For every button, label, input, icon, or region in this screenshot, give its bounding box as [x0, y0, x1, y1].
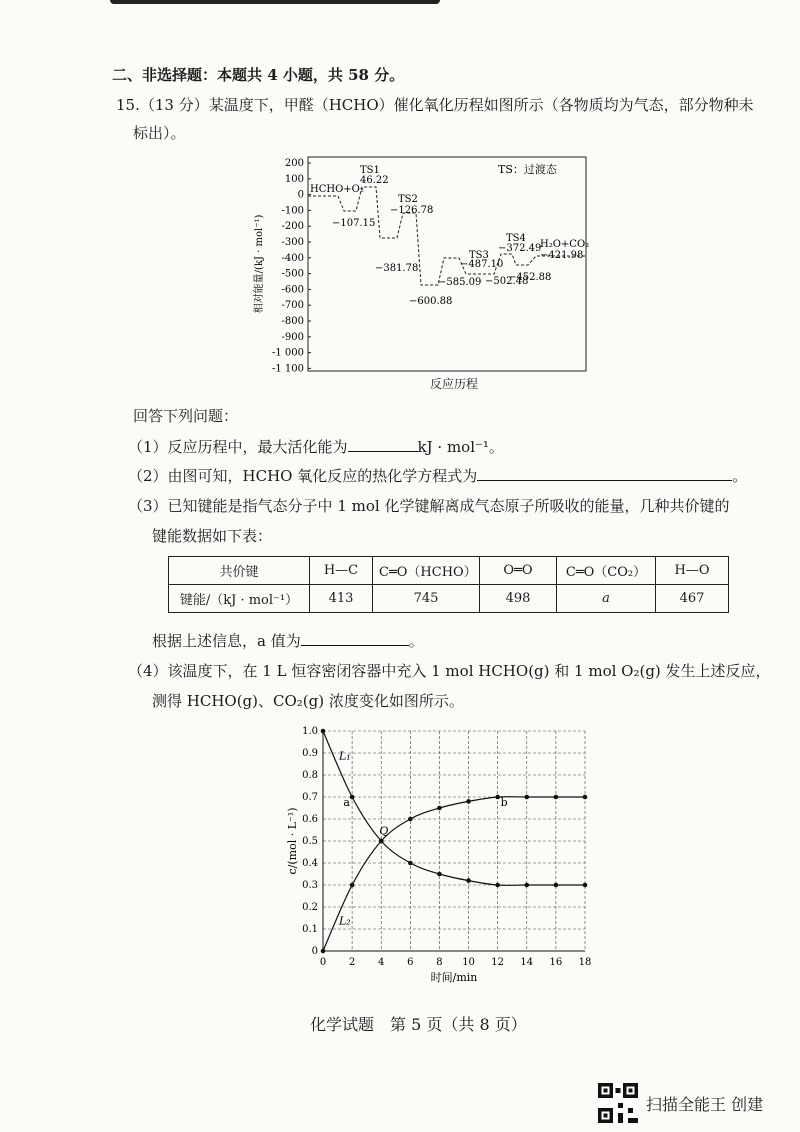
x-tick-label: 18 — [578, 957, 592, 968]
question-3-answer-blank[interactable] — [301, 631, 409, 646]
point-label-a: a — [343, 795, 350, 809]
question-2 — [128, 465, 747, 486]
energy-label: H₂O+CO₂ — [540, 239, 590, 250]
question-1-text: （1）反应历程中，最大活化能为 — [128, 438, 348, 456]
x-axis-label: 时间/min — [430, 971, 478, 984]
y-tick-label: 0.7 — [302, 792, 318, 803]
question-2-text: （2）由图可知，HCHO 氧化反应的热化学方程式为 — [128, 467, 478, 485]
table-row — [169, 585, 729, 613]
x-tick-label: 12 — [491, 957, 505, 968]
y-tick-label: 0.5 — [302, 836, 318, 847]
energy-label: −600.88 — [409, 296, 453, 307]
table-row — [169, 557, 729, 585]
energy-y-tick-label: 0 — [297, 189, 304, 201]
question-1-answer-blank[interactable] — [348, 437, 418, 452]
energy-label: HCHO+O₂ — [310, 184, 364, 195]
table-cell: a — [557, 585, 656, 613]
page-top-edge — [110, 0, 440, 4]
answer-prompt: 回答下列问题： — [133, 407, 239, 425]
energy-label: TS3 — [469, 250, 489, 261]
energy-x-axis-label: 反应历程 — [430, 377, 479, 391]
table-cell: 467 — [656, 585, 729, 613]
question-3-answer — [152, 630, 424, 651]
table-cell: O═O — [480, 557, 557, 585]
question-3-line1: （3）已知键能是指气态分子中 1 mol 化学键解离成气态原子所吸收的能量，几种共价键的 — [128, 497, 730, 515]
table-cell: 745 — [373, 585, 480, 613]
table-cell: H—C — [310, 557, 373, 585]
y-axis-label: c/(mol · L⁻¹) — [286, 807, 299, 875]
question-2-answer-blank[interactable] — [477, 466, 732, 481]
energy-label: −585.09 — [438, 277, 482, 288]
data-point — [379, 839, 384, 844]
energy-y-tick-label: -500 — [281, 268, 304, 280]
data-point — [466, 799, 471, 804]
energy-label: TS4 — [506, 233, 526, 244]
energy-label: −372.49 — [498, 243, 542, 254]
energy-label: −107.15 — [332, 218, 376, 229]
table-cell: 413 — [310, 585, 373, 613]
table-cell: C═O（CO₂） — [557, 557, 656, 585]
table-cell: C═O（HCHO） — [373, 557, 480, 585]
energy-label: TS1 — [360, 165, 380, 176]
y-tick-label: 0.2 — [302, 902, 318, 913]
energy-y-tick-label: -700 — [281, 300, 304, 312]
concentration-grid — [323, 731, 585, 951]
x-tick-label: 16 — [549, 957, 563, 968]
x-tick-label: 6 — [407, 957, 414, 968]
energy-y-tick-label: -1 100 — [271, 363, 304, 375]
energy-y-tick-label: -600 — [281, 284, 304, 296]
data-point — [350, 883, 355, 888]
energy-label: −452.88 — [508, 272, 552, 283]
question-4-line1: （4）该温度下，在 1 L 恒容密闭容器中充入 1 mol HCHO(g) 和 1 mol O₂(g) 发生上述反应， — [128, 662, 771, 680]
energy-y-tick-label: -400 — [281, 252, 304, 264]
x-tick-label: 14 — [520, 957, 534, 968]
data-point — [583, 795, 588, 800]
question-3-line2: 键能数据如下表： — [152, 527, 273, 545]
y-tick-label: 0 — [311, 946, 318, 957]
energy-y-tick-label: 100 — [284, 173, 304, 185]
energy-y-tick-label: -200 — [281, 221, 304, 233]
data-point — [408, 861, 413, 866]
scanner-watermark: 扫描全能王 创建 — [646, 1095, 764, 1114]
question-15-line1: 15.（13 分）某温度下，甲醛（HCHO）催化氧化历程如图所示（各物质均为气态，部分物种未 — [116, 96, 754, 114]
energy-y-tick-label: 200 — [284, 158, 304, 169]
energy-profile-chart — [250, 148, 600, 393]
data-point — [437, 872, 442, 877]
energy-label: −502.48 — [485, 276, 529, 287]
data-point — [495, 795, 500, 800]
energy-label: TS2 — [398, 194, 418, 205]
y-tick-label: 0.1 — [302, 924, 318, 935]
x-tick-label: 0 — [319, 957, 327, 968]
data-point — [554, 795, 559, 800]
x-tick-label: 2 — [348, 957, 356, 968]
energy-label: −381.78 — [375, 263, 419, 274]
qr-code-icon — [598, 1083, 638, 1123]
energy-label: −126.78 — [390, 205, 434, 216]
point-label-q: Q — [379, 824, 389, 838]
energy-y-tick-label: -800 — [281, 316, 304, 327]
data-point — [524, 883, 529, 888]
energy-y-ticks — [272, 158, 311, 374]
section-header: 二、非选择题：本题共 4 小题，共 58 分。 — [112, 66, 405, 84]
question-15-line2: 标出）。 — [133, 124, 186, 142]
energy-y-tick-label: -1 000 — [271, 347, 304, 359]
energy-profile-path — [308, 187, 586, 285]
energy-label: 46.22 — [360, 175, 389, 186]
bond-energy-table — [168, 556, 729, 613]
energy-y-tick-label: -300 — [281, 237, 304, 248]
question-1 — [128, 436, 504, 457]
x-tick-label: 4 — [378, 957, 385, 968]
page-footer: 化学试题 第 5 页（共 8 页） — [310, 1015, 527, 1034]
data-point — [437, 806, 442, 811]
data-point — [583, 883, 588, 888]
data-point — [495, 883, 500, 888]
y-tick-label: 0.8 — [302, 770, 318, 781]
table-cell: H—O — [656, 557, 729, 585]
table-cell: 共价键 — [169, 557, 310, 585]
x-tick-label: 10 — [462, 957, 475, 968]
y-tick-label: 1.0 — [302, 726, 318, 737]
concentration-labels — [338, 750, 508, 928]
series-line-2 — [323, 797, 585, 951]
table-cell: 498 — [480, 585, 557, 613]
data-point — [350, 795, 355, 800]
y-tick-label: 0.9 — [302, 748, 318, 759]
y-tick-label: 0.6 — [302, 814, 318, 825]
energy-chart-legend: TS：过渡态 — [498, 163, 557, 176]
data-point — [524, 795, 529, 800]
data-point — [466, 878, 471, 883]
question-4-line2: 测得 HCHO(g)、CO₂(g) 浓度变化如图所示。 — [152, 692, 464, 710]
point-label-b: b — [500, 795, 508, 809]
data-point — [554, 883, 559, 888]
x-tick-label: 8 — [436, 957, 443, 968]
question-3-answer-text: 根据上述信息，a 值为 — [152, 632, 301, 650]
energy-label: −487.10 — [460, 259, 504, 270]
concentration-chart — [282, 718, 602, 990]
series-label-l1: L₁ — [339, 749, 351, 763]
series-label-l2: L₂ — [339, 914, 351, 928]
energy-labels — [310, 165, 589, 307]
data-point — [408, 817, 413, 822]
y-tick-label: 0.3 — [302, 880, 318, 891]
question-2-end: 。 — [732, 467, 748, 485]
energy-y-tick-label: -900 — [281, 331, 304, 343]
series-line-1 — [323, 731, 585, 885]
energy-y-axis-label: 相对能量/(kJ · mol⁻¹) — [254, 214, 265, 314]
data-point — [321, 949, 326, 954]
question-3-answer-end: 。 — [408, 632, 424, 650]
y-tick-label: 0.4 — [302, 858, 318, 869]
energy-y-tick-label: -100 — [281, 205, 304, 217]
concentration-axes — [286, 726, 591, 984]
table-cell: 键能/（kJ · mol⁻¹） — [169, 585, 310, 613]
data-point — [321, 729, 326, 734]
energy-label: −421.98 — [540, 250, 584, 261]
question-1-unit: kJ · mol⁻¹。 — [417, 438, 504, 456]
